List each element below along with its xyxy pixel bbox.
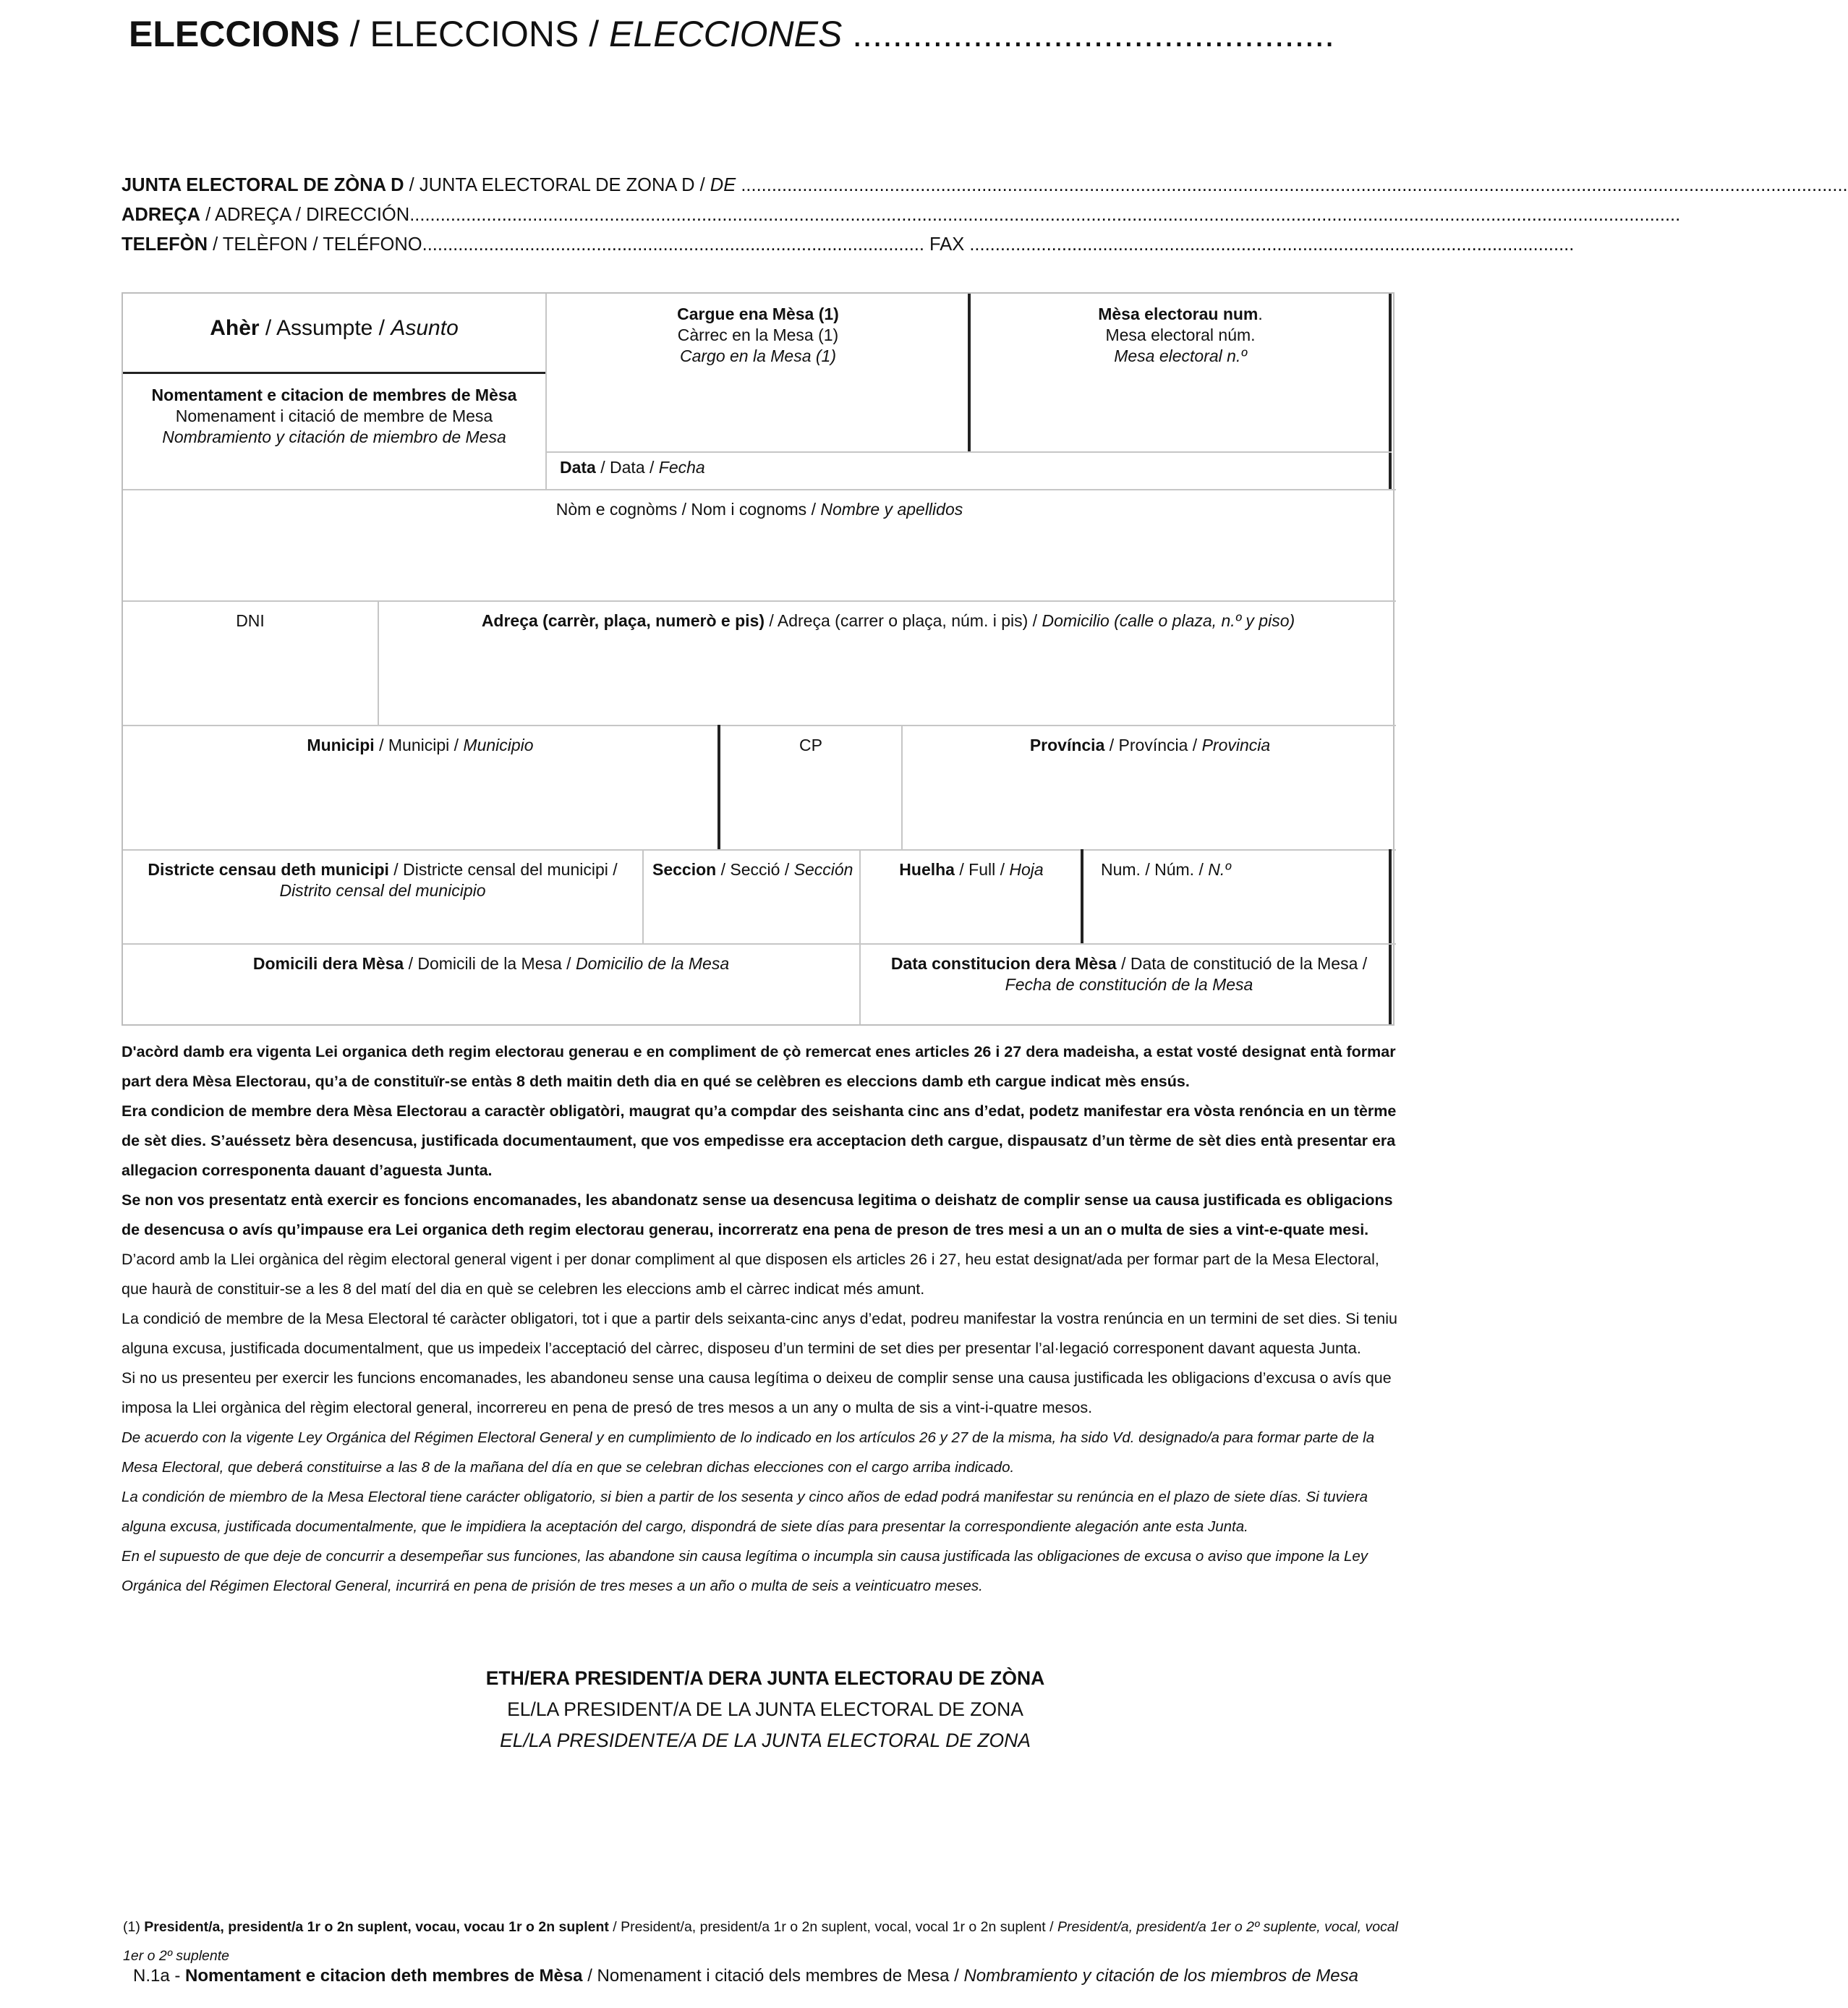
document-title — [129, 13, 1334, 55]
cargue-es: Cargo en la Mesa (1) — [679, 346, 837, 365]
nomenament-oc: Nomentament e citacion de membres de Mèsa — [151, 386, 517, 404]
provincia-es: Provincia — [1201, 736, 1271, 754]
divider — [901, 725, 903, 849]
mesa-num-es: Mesa electoral n.º — [1114, 346, 1247, 365]
districte-field[interactable]: Districte censau deth municipi / Districte censal del municipi / Distrito censal del municipio — [123, 859, 642, 901]
huelha-ca: Full — [968, 860, 996, 879]
footnote: (1) President/a, president/a 1r o 2n suplent, vocau, vocau 1r o 2n suplent / President/a, president/a 1r o 2n suplent, vocal, vocal 1r o 2n suplent / President/a, president/a 1er o 2º suplente, vocal, vocal 1er o 2º suplente — [123, 1919, 1399, 1964]
seccion-ca: Secció — [730, 860, 780, 879]
asunto-oc: Ahèr — [210, 316, 260, 340]
divider — [123, 372, 545, 374]
footnote-oc: President/a, president/a 1r o 2n suplent, vocau, vocau 1r o 2n suplent — [144, 1919, 609, 1935]
title-sep: / — [339, 14, 370, 54]
seccion-oc: Seccion — [652, 860, 717, 879]
signature-es: EL/LA PRESIDENTE/A DE LA JUNTA ELECTORAL DE ZONA — [500, 1730, 1031, 1751]
cp-field[interactable] — [720, 735, 901, 756]
header-telefon-line: TELEFÒN / TELÈFON / TELÉFONO.................................................................................................. FAX ...................................................................................................................... — [122, 234, 1575, 255]
districte-oc: Districte censau deth municipi — [148, 860, 389, 879]
title-sep: / — [579, 14, 610, 54]
divider — [1081, 849, 1083, 943]
adreca-es: Domicilio (calle o plaza, n.º y piso) — [1042, 611, 1295, 630]
form-table — [122, 292, 1394, 1026]
divider — [123, 849, 1396, 851]
signature-ca: EL/LA PRESIDENT/A DE LA JUNTA ELECTORAL DE ZONA — [507, 1698, 1023, 1720]
form-code: N.1a — [133, 1966, 170, 1986]
adreca-label-ca: ADREÇA — [214, 205, 291, 225]
num-ca: Núm. — [1154, 860, 1195, 879]
data-ca: Data — [610, 458, 645, 477]
signature-oc: ETH/ERA PRESIDENT/A DERA JUNTA ELECTORAU DE ZÒNA — [485, 1667, 1045, 1689]
adreca-oc: Adreça (carrèr, plaça, numerò e pis) — [481, 611, 765, 630]
divider — [378, 600, 379, 725]
nomenament-label — [123, 385, 545, 448]
divider — [642, 849, 644, 943]
num-field[interactable]: Num. / Núm. / N.º — [1101, 860, 1231, 879]
nomenament-es: Nombramiento y citación de miembro de Mesa — [162, 427, 506, 446]
paragraph-es-1: De acuerdo con la vigente Ley Orgánica del Régimen Electoral General y en cumplimiento de lo indicado en los artículos 26 y 27 de la misma, ha sido Vd. designado/a para formar parte de la Mesa Electoral, que deberá constituirse a las 8 de la mañana del día en que se celebran dichas elecciones con el cargo arriba indicado. — [122, 1429, 1375, 1476]
title-es: ELECCIONES — [609, 14, 843, 54]
nom-es: Nombre y apellidos — [820, 500, 963, 519]
dni-field[interactable] — [123, 611, 378, 631]
telefon-label-es: TELÉFONO — [323, 234, 422, 255]
title-dots: ................................................ — [852, 14, 1335, 54]
paragraph-es-2: La condición de miembro de la Mesa Electoral tiene carácter obligatorio, si bien a partir de los sesenta y cinco años de edad podrá manifestar su renúncia en el plazo de siete días. Si tuviera alguna excusa, justificada documentalmente, que le impidiera la aceptación del cargo, dispondrá de siete días para presentar la correspondiente alegación ante esta Junta. — [122, 1489, 1368, 1535]
divider — [123, 600, 1396, 602]
domicili-mesa-field[interactable]: Domicili dera Mèsa / Domicili de la Mesa / Domicilio de la Mesa — [252, 954, 730, 973]
telefon-fill-line[interactable]: .................................................................................................. — [422, 234, 924, 255]
seccion-es: Sección — [793, 860, 853, 879]
junta-label-oc: JUNTA ELECTORAL DE ZÒNA D — [122, 175, 404, 195]
nomenament-ca: Nomenament i citació de membre de Mesa — [175, 407, 493, 425]
districte-ca: Districte censal del municipi — [403, 860, 608, 879]
footnote-mark: (1) — [123, 1919, 140, 1935]
mesa-num-oc: Mèsa electorau num — [1098, 305, 1259, 323]
form-code-dash: - — [169, 1966, 186, 1986]
divider — [545, 294, 547, 489]
form-id-oc: Nomentament e citacion deth membres de Mèsa — [185, 1966, 583, 1986]
asunto-label: Ahèr / Assumpte / Asunto — [210, 316, 459, 340]
divider — [123, 943, 1396, 945]
paragraph-oc-2: Era condicion de membre dera Mèsa Electorau a caractèr obligatòri, maugrat qu’a compdar des seishanta cinc ans d’edat, podetz manifestar era vòsta renóncia en un tèrme de sèt dies. S’auéssetz bèra desencusa, justificada documentaument, que vos empedisse era acceptacion deth cargue, dispausatz d’un tèrme de sèt dies entà presentar era allegacion corresponenta dauant d’aguesta Junta. — [122, 1102, 1397, 1179]
data-const-es: Fecha de constitución de la Mesa — [1005, 975, 1253, 994]
fax-label: FAX — [929, 234, 965, 255]
mesa-num-ca: Mesa electoral núm. — [1105, 326, 1256, 344]
divider — [1389, 849, 1392, 1024]
domicili-es: Domicilio de la Mesa — [575, 954, 730, 973]
provincia-oc: Província — [1029, 736, 1105, 754]
huelha-es: Hoja — [1009, 860, 1044, 879]
paragraph-ca-3: Si no us presenteu per exercir les funcions encomanades, les abandoneu sense una causa legítima o deixeu de complir sense una causa justificada les obligacions d’excusa o avís que imposa la Llei orgànica del règim electoral general, incorrereu en pena de presó de tres mesos a un any o multa de sis a vint-i-quatre mesos. — [122, 1369, 1392, 1416]
asunto-es: Asunto — [391, 316, 459, 340]
footnote-es: President/a, president/a 1er o 2º suplente, vocal, vocal 1er o 2º suplente — [123, 1919, 1399, 1964]
cargue-field[interactable] — [548, 304, 968, 367]
form-id-ca: Nomenament i citació dels membres de Mesa — [597, 1966, 950, 1986]
junta-label-ca: JUNTA ELECTORAL DE ZONA D — [419, 175, 695, 195]
junta-label-es: DE — [710, 175, 736, 195]
fax-fill-line[interactable]: ...................................................................................................................... — [969, 234, 1575, 255]
paragraph-oc-3: Se non vos presentatz entà exercir es foncions encomanades, les abandonatz sense ua desencusa legitima o deishatz de complir sense ua causa justificada es obligacions de desencusa o avís qu’impause era Lei organica deth regim electorau generau, incorreratz ena pena de preson de tres mesi a un an o multa de sies a vint-e-quate mesi. — [122, 1191, 1393, 1238]
form-identifier: N.1a - Nomentament e citacion deth membres de Mèsa / Nomenament i citació dels membres de Mesa / Nombramiento y citación de los miembros de Mesa — [133, 1966, 1358, 1986]
municipi-oc: Municipi — [307, 736, 375, 754]
nom-ca: Nom i cognoms — [691, 500, 807, 519]
divider — [123, 489, 1396, 490]
cargue-oc: Cargue ena Mèsa (1) — [677, 305, 839, 323]
districte-es: Distrito censal del municipio — [279, 881, 486, 900]
adreca-ca: Adreça (carrer o plaça, núm. i pis) — [777, 611, 1029, 630]
divider — [545, 451, 1392, 453]
adreca-field[interactable]: Adreça (carrèr, plaça, numerò e pis) / Adreça (carrer o plaça, núm. i pis) / Domicilio (calle o plaza, n.º y piso) — [481, 611, 1295, 630]
municipi-field[interactable]: Municipi / Municipi / Municipio — [307, 736, 534, 754]
form-id-es: Nombramiento y citación de los miembros de Mesa — [963, 1966, 1358, 1986]
dni-label: DNI — [236, 611, 265, 630]
nom-oc: Nòm e cognòms — [555, 500, 678, 519]
legal-text — [122, 1037, 1409, 1601]
divider — [123, 725, 1396, 726]
adreca-fill-line[interactable]: ........................................................................................................................................................................................................................................................ — [409, 205, 1681, 225]
cp-label: CP — [799, 736, 822, 754]
municipi-ca: Municipi — [388, 736, 450, 754]
paragraph-oc-1: D'acòrd damb era vigenta Lei organica deth regim electorau generau e en compliment de çò remercat enes articles 26 i 27 dera madeisha, a estat vosté designat entà formar part dera Mèsa Electorau, qu’a de constituïr-se entàs 8 deth maitin deth dia en qué se celèbren es eleccions damb eth cargue indicat mès ensús. — [122, 1043, 1396, 1090]
header-junta-line: JUNTA ELECTORAL DE ZÒNA D / JUNTA ELECTORAL DE ZONA D / DE ........................................................................................................................................................................................................................ — [122, 175, 1848, 195]
domicili-ca: Domicili de la Mesa — [417, 954, 562, 973]
title-ca: ELECCIONS — [370, 14, 579, 54]
mesa-num-field[interactable] — [971, 304, 1390, 367]
adreca-label-oc: ADREÇA — [122, 205, 201, 225]
domicili-oc: Domicili dera Mèsa — [252, 954, 404, 973]
provincia-field[interactable]: Província / Província / Provincia — [1029, 736, 1271, 754]
header-adreca-line: ADREÇA / ADREÇA / DIRECCIÓN........................................................................................................................................................................................................................................................ — [122, 205, 1681, 225]
paragraph-ca-1: D’acord amb la Llei orgànica del règim electoral general vigent i per donar compliment al que disposen els articles 26 i 27, heu estat designat/ada per formar part de la Mesa Electoral, que haurà de constituir-se a les 8 del matí del dia en què se celebren les eleccions amb el càrrec indicat més amunt. — [122, 1251, 1379, 1298]
data-const-oc: Data constitucion dera Mèsa — [890, 954, 1117, 973]
footnote-ca: President/a, president/a 1r o 2n suplent, vocal, vocal 1r o 2n suplent — [621, 1919, 1046, 1935]
paragraph-es-3: En el supuesto de que deje de concurrir a desempeñar sus funciones, las abandone sin causa legítima o incumpla sin causa justificada las obligaciones de excusa o aviso que impone la Ley Orgánica del Régimen Electoral General, incurrirá en pena de prisión de tres meses a un año o multa de seis a veinticuatro meses. — [122, 1548, 1368, 1594]
junta-fill-line[interactable]: ........................................................................................................................................................................................................................ — [741, 175, 1848, 195]
nom-field[interactable]: Nòm e cognòms / Nom i cognoms / Nombre y apellidos — [555, 500, 963, 519]
data-const-ca: Data de constitució de la Mesa — [1130, 954, 1358, 973]
huelha-oc: Huelha — [899, 860, 955, 879]
adreca-label-es: DIRECCIÓN — [306, 205, 410, 225]
mesa-num-oc-dot: . — [1258, 305, 1263, 323]
data-oc: Data — [560, 458, 596, 477]
provincia-ca: Província — [1118, 736, 1188, 754]
municipi-es: Municipio — [463, 736, 534, 754]
telefon-label-ca: TELÈFON — [222, 234, 308, 255]
data-field[interactable]: Data / Data / Fecha — [560, 458, 705, 477]
huelha-field[interactable]: Huelha / Full / Hoja — [899, 860, 1044, 879]
num-oc: Num. — [1101, 860, 1141, 879]
seccion-field[interactable]: Seccion / Secció / Sección — [652, 860, 853, 879]
divider — [859, 849, 861, 1024]
title-oc: ELECCIONS — [129, 14, 340, 54]
telefon-label-oc: TELEFÒN — [122, 234, 208, 255]
num-es: N.º — [1208, 860, 1231, 879]
cargue-ca: Càrrec en la Mesa (1) — [677, 326, 839, 344]
data-constitucion-field[interactable]: Data constitucion dera Mèsa / Data de constitució de la Mesa / Fecha de constitución de la Mesa — [862, 953, 1396, 995]
asunto-ca: Assumpte — [276, 316, 373, 340]
paragraph-ca-2: La condició de membre de la Mesa Electoral té caràcter obligatori, tot i que a partir dels seixanta-cinc anys d’edat, podreu manifestar la vostra renúncia en un termini de set dies. Si teniu alguna excusa, justificada documentalment, que us impedeix l’acceptació del càrrec, disposeu d’un termini de set dies per presentar l’al·legació corresponent davant aquesta Junta. — [122, 1310, 1397, 1357]
data-es: Fecha — [658, 458, 705, 477]
